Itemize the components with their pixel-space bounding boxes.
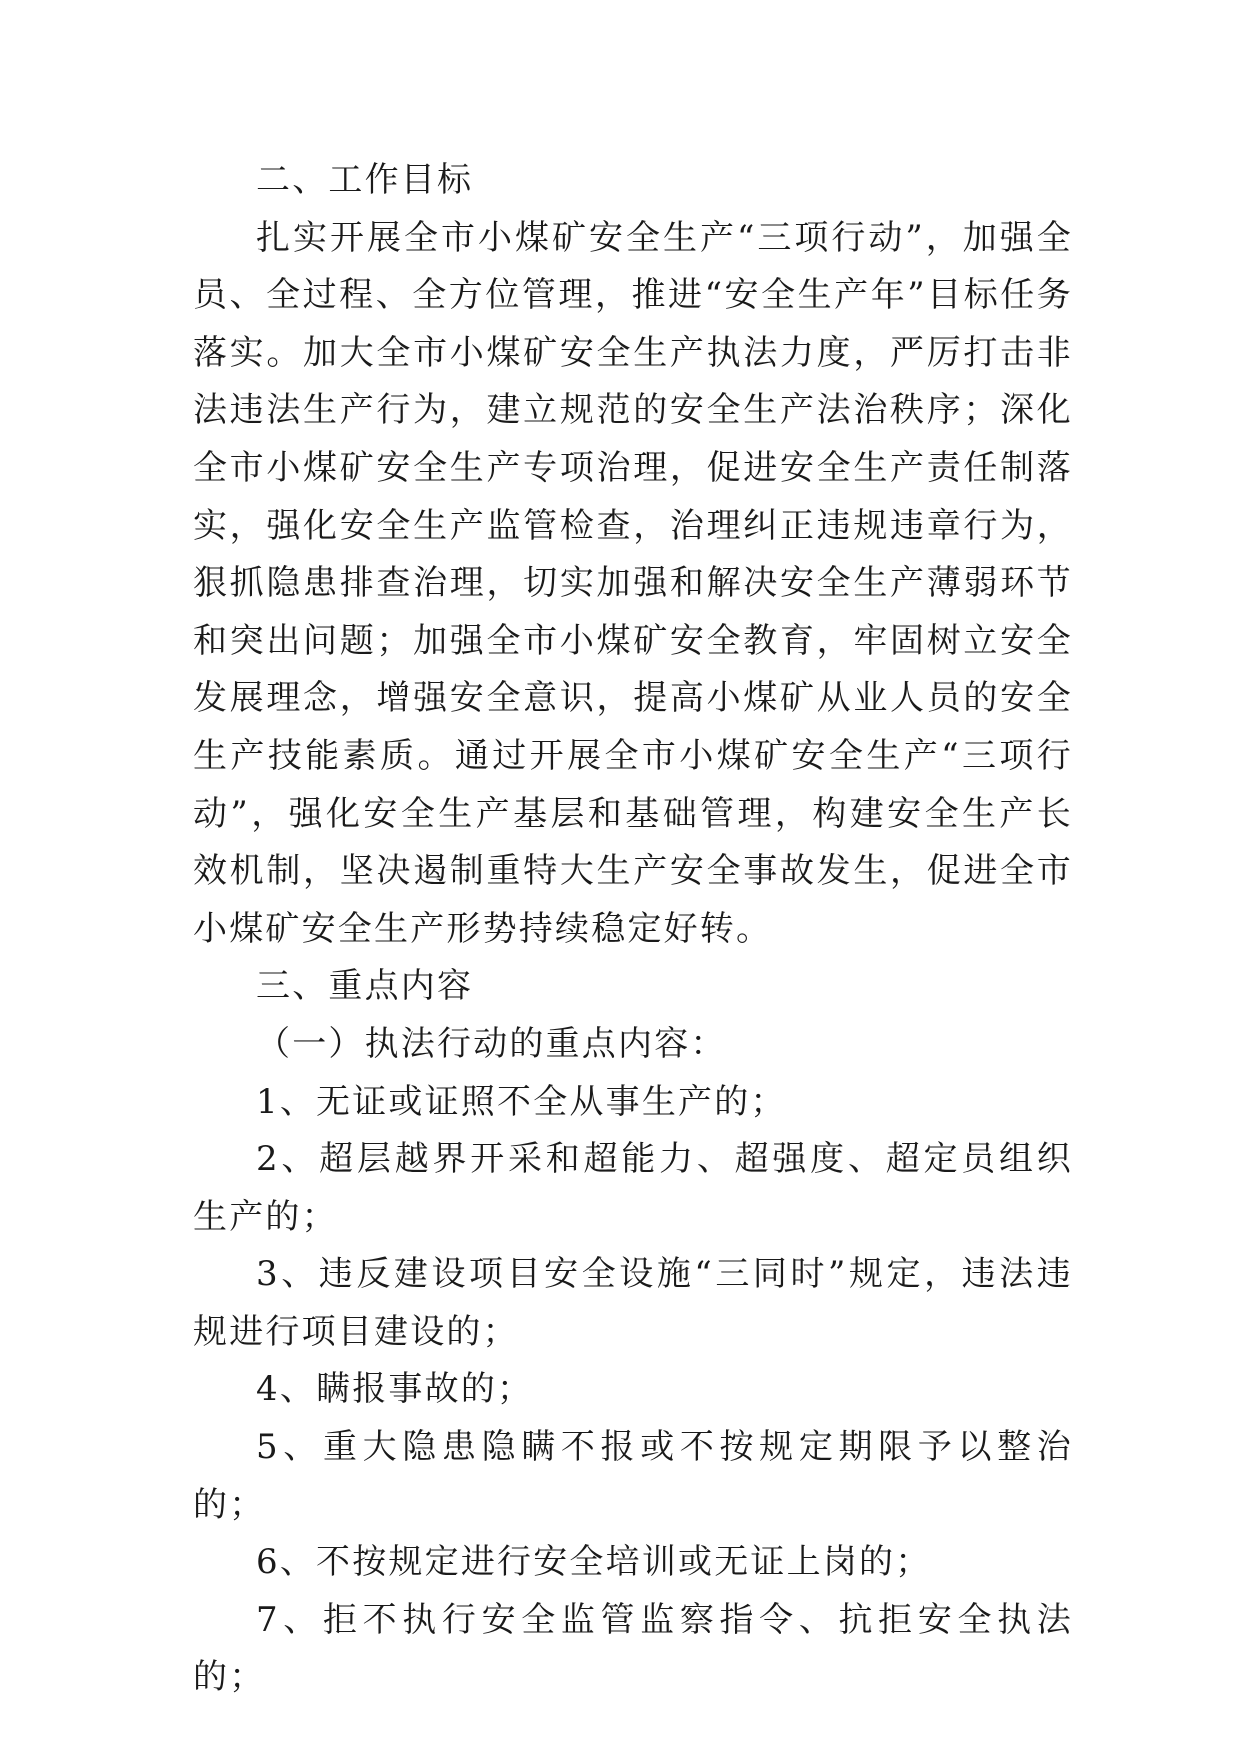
goal-paragraph: 扎实开展全市小煤矿安全生产“三项行动”，加强全员、全过程、全方位管理，推进“安全生产年”目标任务落实。加大全市小煤矿安全生产执法力度，严厉打击非法违法生产行为，建立规范的安全生产法治秩序；深化全市小煤矿安全生产专项治理，促进安全生产责任制落实，强化安全生产监管检查，治理纠正违规违章行为，狠抓隐患排查治理，切实加强和解决安全生产薄弱环节和突出问题；加强全市小煤矿安全教育，牢固树立安全发展理念，增强安全意识，提高小煤矿从业人员的安全生产技能素质。通过开展全市小煤矿安全生产“三项行动”，强化安全生产基层和基础管理，构建安全生产长效机制，坚决遏制重特大生产安全事故发生，促进全市小煤矿安全生产形势持续稳定好转。 [193,217,1073,949]
section-heading-content: 三、重点内容 [256,966,474,1007]
list-item: 4、瞒报事故的； [256,1369,534,1410]
list-item: 6、不按规定进行安全培训或无证上岗的； [256,1542,932,1583]
section-heading-goal: 二、工作目标 [256,160,474,200]
list-item: 2、超层越界开采和超能力、超强度、超定员组织生产的； [193,1139,1073,1237]
list-item: 7、拒不执行安全监管监察指令、抗拒安全执法的； [193,1599,1073,1698]
document-page [193,152,1073,1707]
subheading-enforcement: （一）执法行动的重点内容： [256,1023,727,1064]
list-item: 1、无证或证照不全从事生产的； [256,1081,787,1122]
list-item: 3、违反建设项目安全设施“三同时”规定，违法违规进行项目建设的； [193,1254,1073,1352]
list-item: 5、重大隐患隐瞒不报或不按规定期限予以整治的； [193,1427,1073,1525]
